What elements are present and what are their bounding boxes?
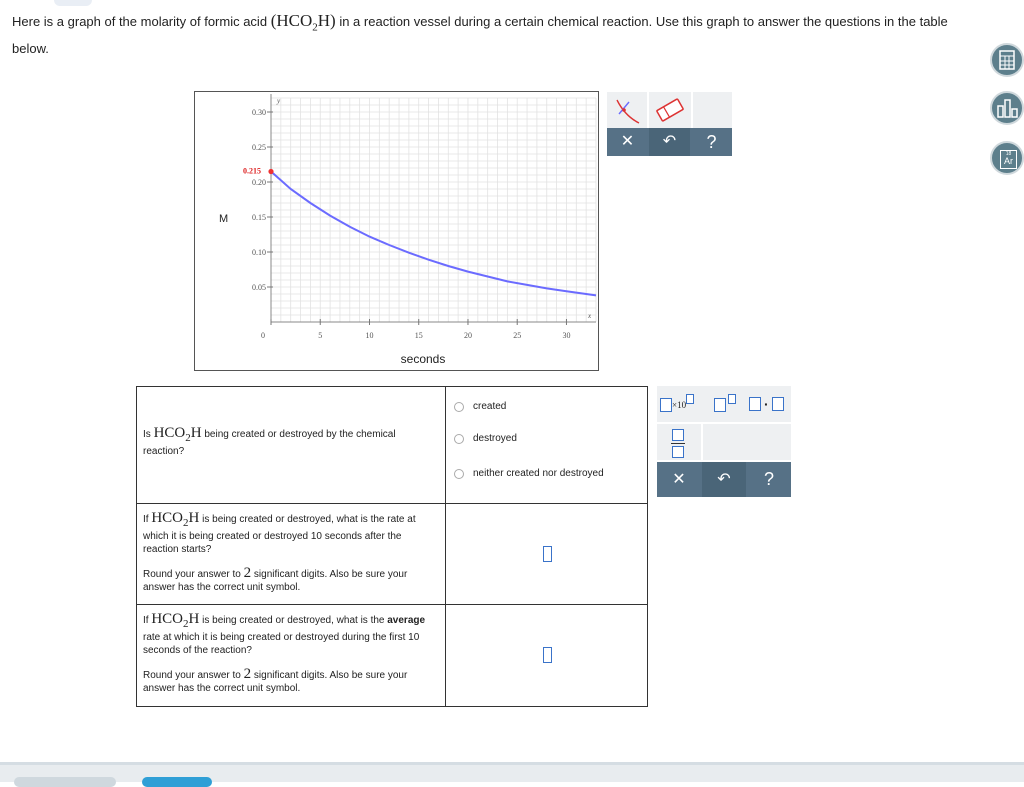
top-tab[interactable] — [54, 0, 92, 6]
y-tick-label: 0.10 — [252, 248, 266, 257]
table-row — [137, 504, 648, 605]
highlight-label: 0.215 — [243, 166, 261, 176]
line-draw-tool[interactable] — [607, 92, 647, 128]
x-tick-label: 30 — [562, 331, 571, 340]
tool-slot-empty — [693, 92, 732, 128]
footer-bar — [0, 762, 1024, 782]
intro-formula: $(HCO_2H)$ — [270, 11, 336, 34]
intro-text-1: Here is a graph of the molarity of formic acid — [12, 14, 268, 29]
rate-answer-input[interactable] — [543, 546, 552, 562]
help-button[interactable]: ? — [706, 132, 717, 152]
question-text: If $HCO_2H$ is being created or destroyed, what is the rate at which it is being created or destroyed 10 seconds after the reaction starts? — [143, 510, 416, 555]
rounding-instruction: Round your answer to 2 significant digits. Also be sure your answer has the correct unit symbol. — [143, 666, 408, 694]
radio-icon[interactable] — [454, 469, 464, 479]
option-destroyed[interactable]: destroyed — [454, 433, 517, 444]
periodic-element-icon: 18 Ar — [1000, 150, 1017, 169]
calculator-button[interactable] — [990, 43, 1024, 77]
periodic-table-button[interactable] — [990, 141, 1024, 175]
y-axis-label: M — [219, 213, 229, 225]
problem-intro — [12, 10, 972, 59]
undo-button[interactable]: ↶ — [649, 128, 690, 156]
y-axis-var: y — [277, 97, 281, 105]
x-axis-label: seconds — [400, 352, 446, 366]
molarity-curve — [271, 172, 596, 296]
x-tick-label: 5 — [318, 331, 323, 340]
option-neither[interactable]: neither created nor destroyed — [454, 468, 604, 479]
table-row — [137, 605, 648, 707]
clear-button[interactable]: ✕ — [620, 133, 635, 150]
x-tick-label: 10 — [365, 331, 374, 340]
palette-undo-button[interactable]: ↶ — [702, 462, 746, 497]
bar-chart-icon — [992, 93, 1022, 123]
x-tick-label: 0 — [261, 331, 265, 340]
molarity-graph[interactable] — [195, 92, 598, 370]
answer-cell — [446, 504, 648, 605]
data-button[interactable] — [990, 91, 1024, 125]
math-palette — [657, 386, 791, 498]
y-tick-label: 0.15 — [252, 213, 266, 222]
x-tick-label: 15 — [414, 331, 423, 340]
radio-icon[interactable] — [454, 402, 464, 412]
scientific-notation-button[interactable]: ×10 — [660, 394, 694, 412]
palette-toolbar — [657, 462, 791, 497]
x-tick-label: 20 — [463, 331, 472, 340]
question-cell — [137, 605, 446, 707]
y-tick-label: 0.05 — [252, 283, 266, 292]
intro-text-2: in a reaction vessel during a certain chemical reaction. Use this graph to answer the questions in the table below. — [12, 14, 948, 57]
question-table — [136, 386, 648, 707]
question-text: If $HCO_2H$ is being created or destroyed, what is the average rate at which it is being created or destroyed during the first 10 seconds of the reaction? — [143, 611, 426, 656]
graph-toolbar — [607, 128, 732, 156]
palette-clear-button[interactable]: ✕ — [672, 471, 686, 488]
y-tick-label: 0.25 — [252, 143, 266, 152]
question-cell — [137, 387, 446, 504]
table-row — [137, 387, 648, 504]
palette-help-button[interactable]: ? — [763, 469, 774, 489]
fraction-button[interactable] — [657, 424, 701, 460]
curve-tool-icon — [607, 92, 647, 128]
multiply-dot-button[interactable]: · — [749, 396, 784, 412]
x-axis-var: x — [588, 312, 592, 320]
average-rate-answer-input[interactable] — [543, 647, 552, 663]
answer-cell — [446, 605, 648, 707]
eraser-tool[interactable] — [649, 92, 691, 128]
initial-point — [268, 169, 273, 174]
y-tick-label: 0.20 — [252, 178, 266, 187]
superscript-button[interactable] — [714, 394, 736, 412]
y-tick-label: 0.30 — [252, 108, 266, 117]
option-created[interactable]: created — [454, 401, 506, 412]
palette-row-1 — [657, 386, 791, 422]
question-cell — [137, 504, 446, 605]
graph-tools — [607, 92, 732, 164]
graph-panel[interactable] — [194, 91, 599, 371]
calculator-icon — [992, 45, 1022, 75]
radio-icon[interactable] — [454, 434, 464, 444]
palette-empty-slot — [703, 424, 791, 460]
rounding-instruction: Round your answer to 2 significant digits. Also be sure your answer has the correct unit symbol. — [143, 565, 408, 593]
question-text: Is $HCO_2H$ being created or destroyed by the chemical reaction? — [143, 425, 396, 457]
eraser-icon — [649, 92, 691, 128]
answer-cell — [446, 387, 648, 504]
x-tick-label: 25 — [513, 331, 522, 340]
